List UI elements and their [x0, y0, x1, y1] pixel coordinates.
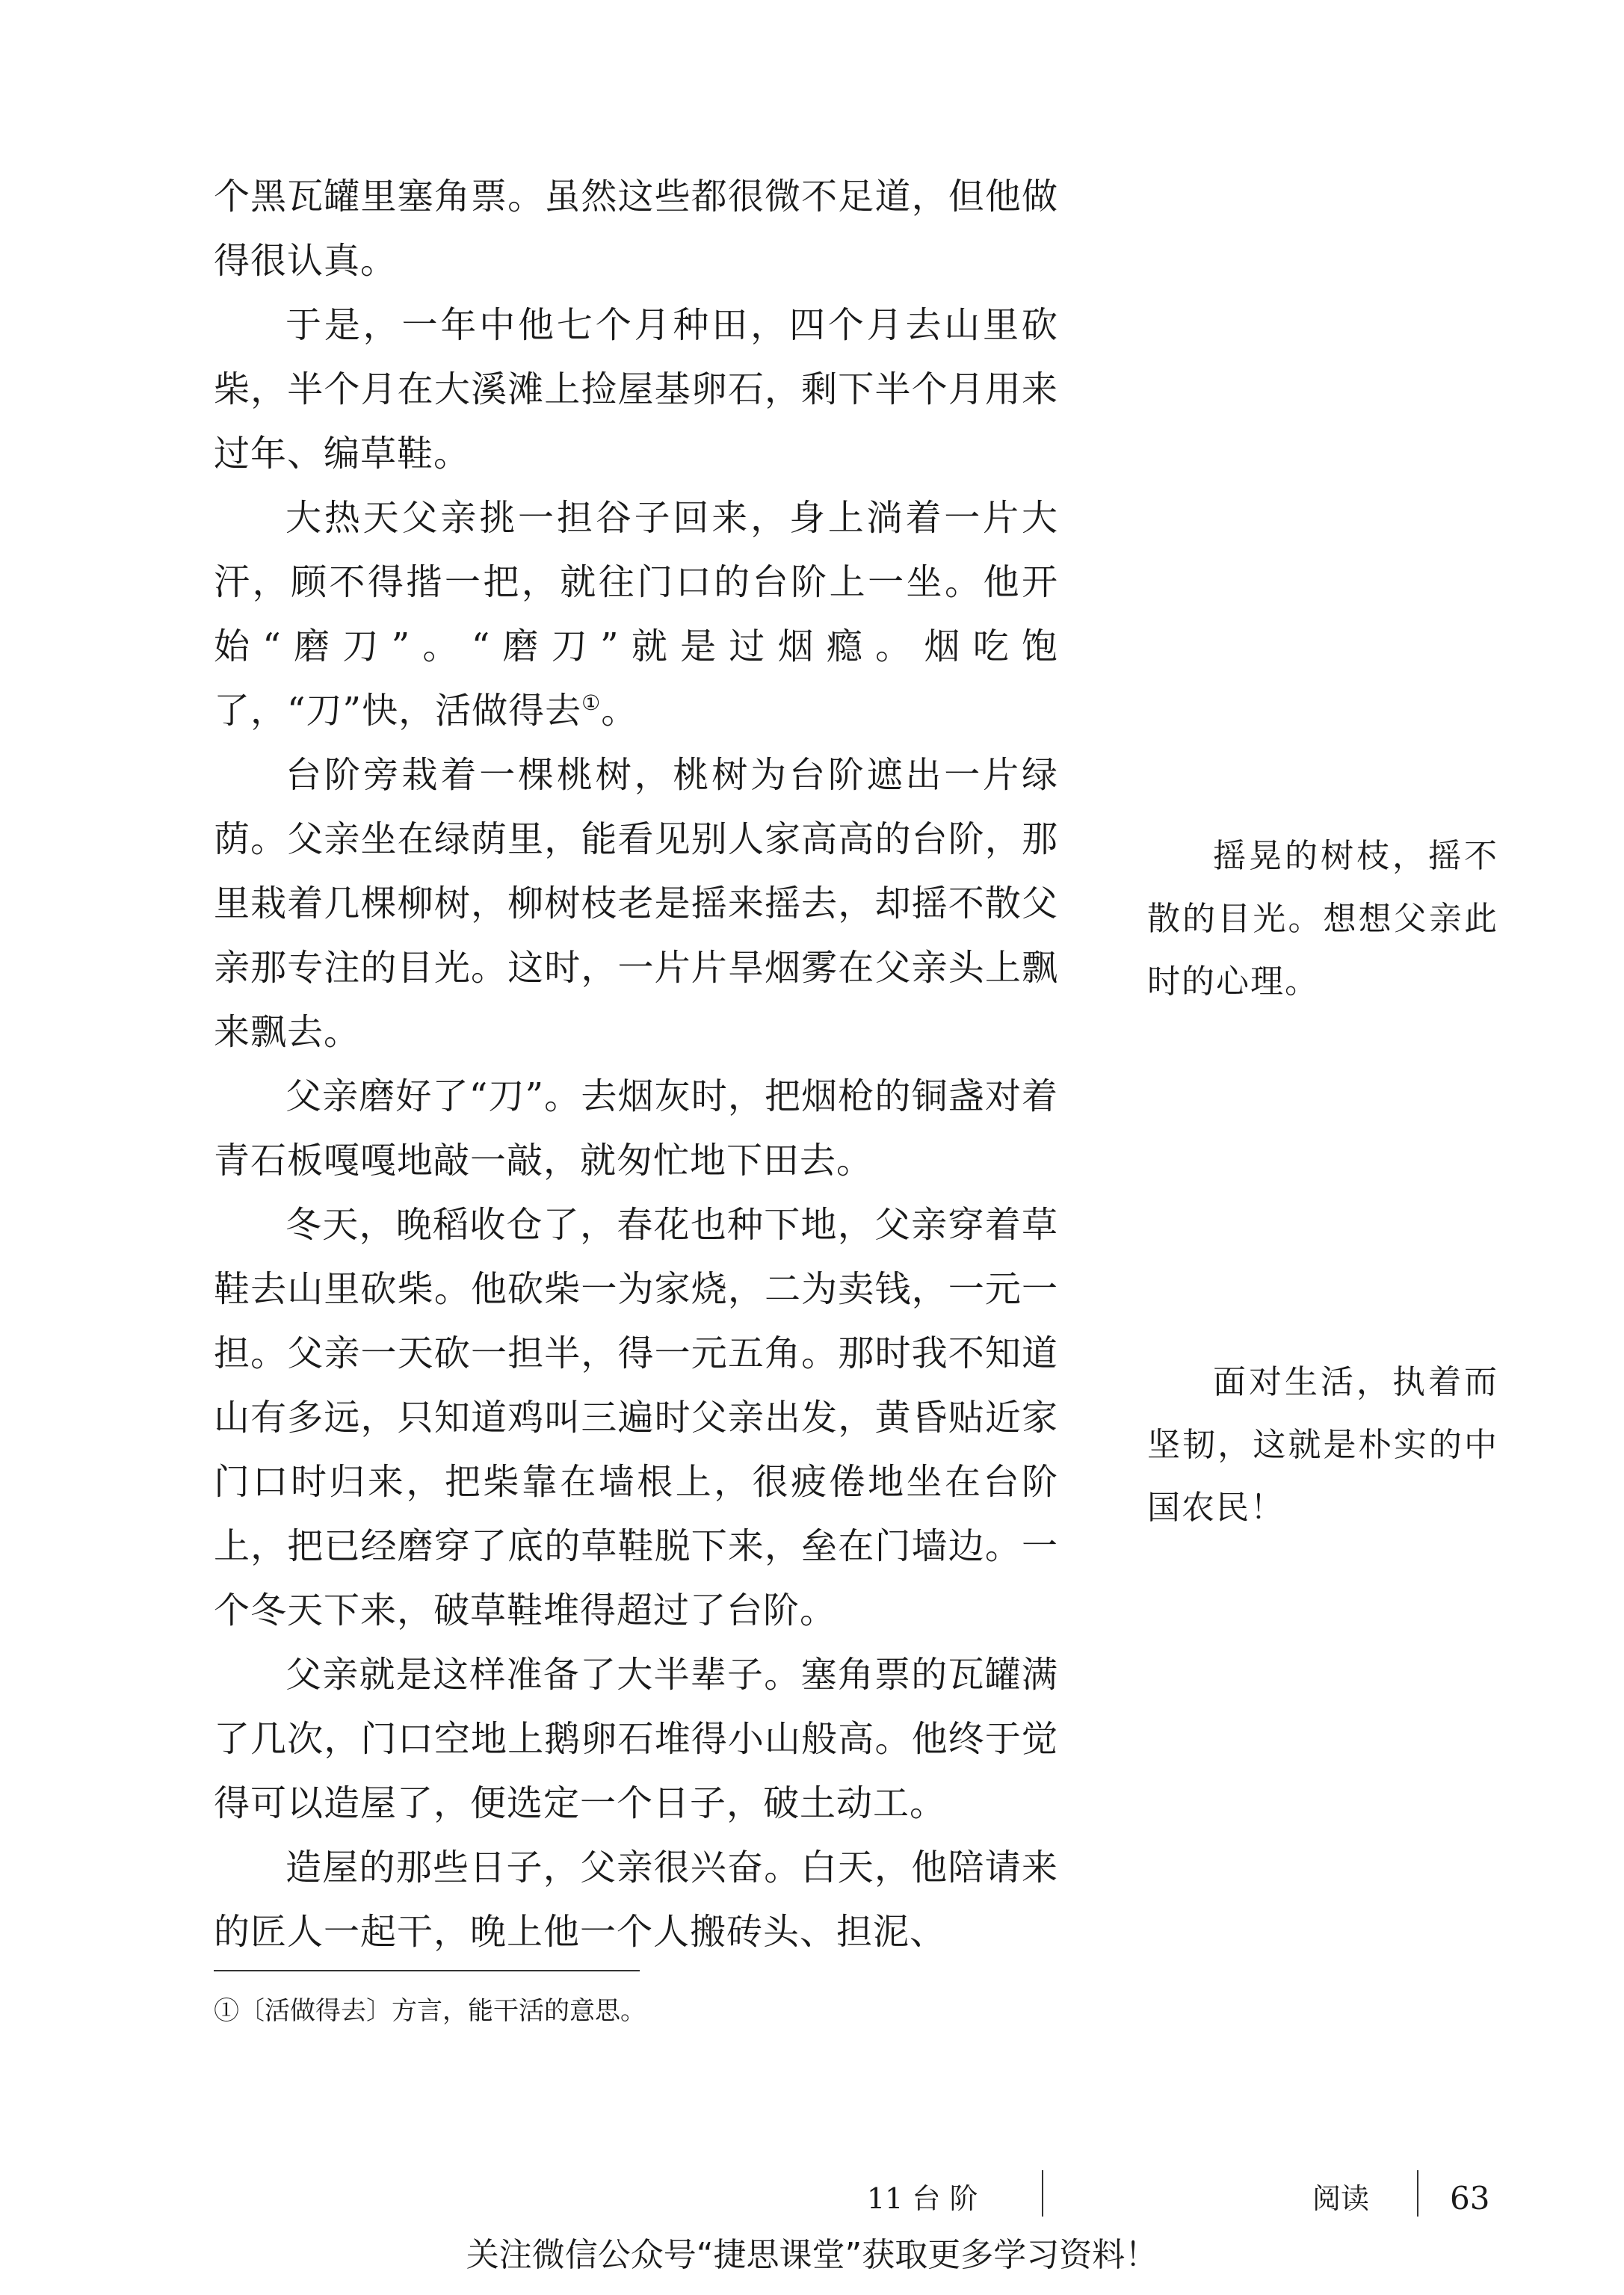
paragraph-text: 大热天父亲挑一担谷子回来，身上淌着一片大汗，顾不得揩一把，就往门口的台阶上一坐。他开始“磨刀”。“磨刀”就是过烟瘾。烟吃饱了，“刀”快，活做得去	[214, 497, 1058, 732]
promo-text: 关注微信公众号“捷思课堂”获取更多学习资料！	[466, 2236, 1158, 2274]
footnote-mark[interactable]: ①	[581, 691, 602, 715]
side-note: 摇晃的树枝，摇不散的目光。想想父亲此时的心理。	[1147, 837, 1498, 1001]
paragraph: 于是，一年中他七个月种田，四个月去山里砍柴，半个月在大溪滩上捡屋基卵石，剩下半个月用来过年、编草鞋。	[214, 304, 1058, 475]
paragraph	[214, 486, 1058, 743]
side-note: 面对生活，执着而坚韧，这就是朴实的中国农民！	[1147, 1363, 1498, 1527]
section-label: 阅读	[1312, 2182, 1370, 2215]
footer-divider	[1417, 2170, 1418, 2217]
footer-divider	[1042, 2170, 1043, 2217]
page-number: 63	[1450, 2180, 1490, 2217]
lesson-title: 11 台 阶	[867, 2182, 978, 2215]
paragraph: 个黑瓦罐里塞角票。虽然这些都很微不足道，但他做得很认真。	[214, 176, 1058, 282]
paragraph: 父亲就是这样准备了大半辈子。塞角票的瓦罐满了几次，门口空地上鹅卵石堆得小山般高。他终于觉得可以造屋了，便选定一个日子，破土动工。	[214, 1654, 1058, 1824]
paragraph: 父亲磨好了“刀”。去烟灰时，把烟枪的铜盏对着青石板嘎嘎地敲一敲，就匆忙地下田去。	[214, 1075, 1058, 1182]
paragraph: 造屋的那些日子，父亲很兴奋。白天，他陪请来的匠人一起干，晚上他一个人搬砖头、担泥、	[214, 1847, 1058, 1953]
paragraph: 冬天，晚稻收仓了，春花也种下地，父亲穿着草鞋去山里砍柴。他砍柴一为家烧，二为卖钱，一元一担。父亲一天砍一担半，得一元五角。那时我不知道山有多远，只知道鸡叫三遍时父亲出发，黄昏贴近家门口时归来，把柴靠在墙根上，很疲倦地坐在台阶上，把已经磨穿了底的草鞋脱下来，垒在门墙边。一个冬天下来，破草鞋堆得超过了台阶。	[214, 1204, 1058, 1631]
paragraph-end: 。	[601, 690, 638, 732]
paragraph: 台阶旁栽着一棵桃树，桃树为台阶遮出一片绿荫。父亲坐在绿荫里，能看见别人家高高的台阶，那里栽着几棵柳树，柳树枝老是摇来摇去，却摇不散父亲那专注的目光。这时，一片片旱烟雾在父亲头上飘来飘去。	[214, 754, 1058, 1053]
main-text	[214, 164, 1058, 1964]
footnote: ①〔活做得去〕方言，能干活的意思。	[214, 1996, 646, 2026]
footnote-divider	[214, 1970, 640, 1971]
